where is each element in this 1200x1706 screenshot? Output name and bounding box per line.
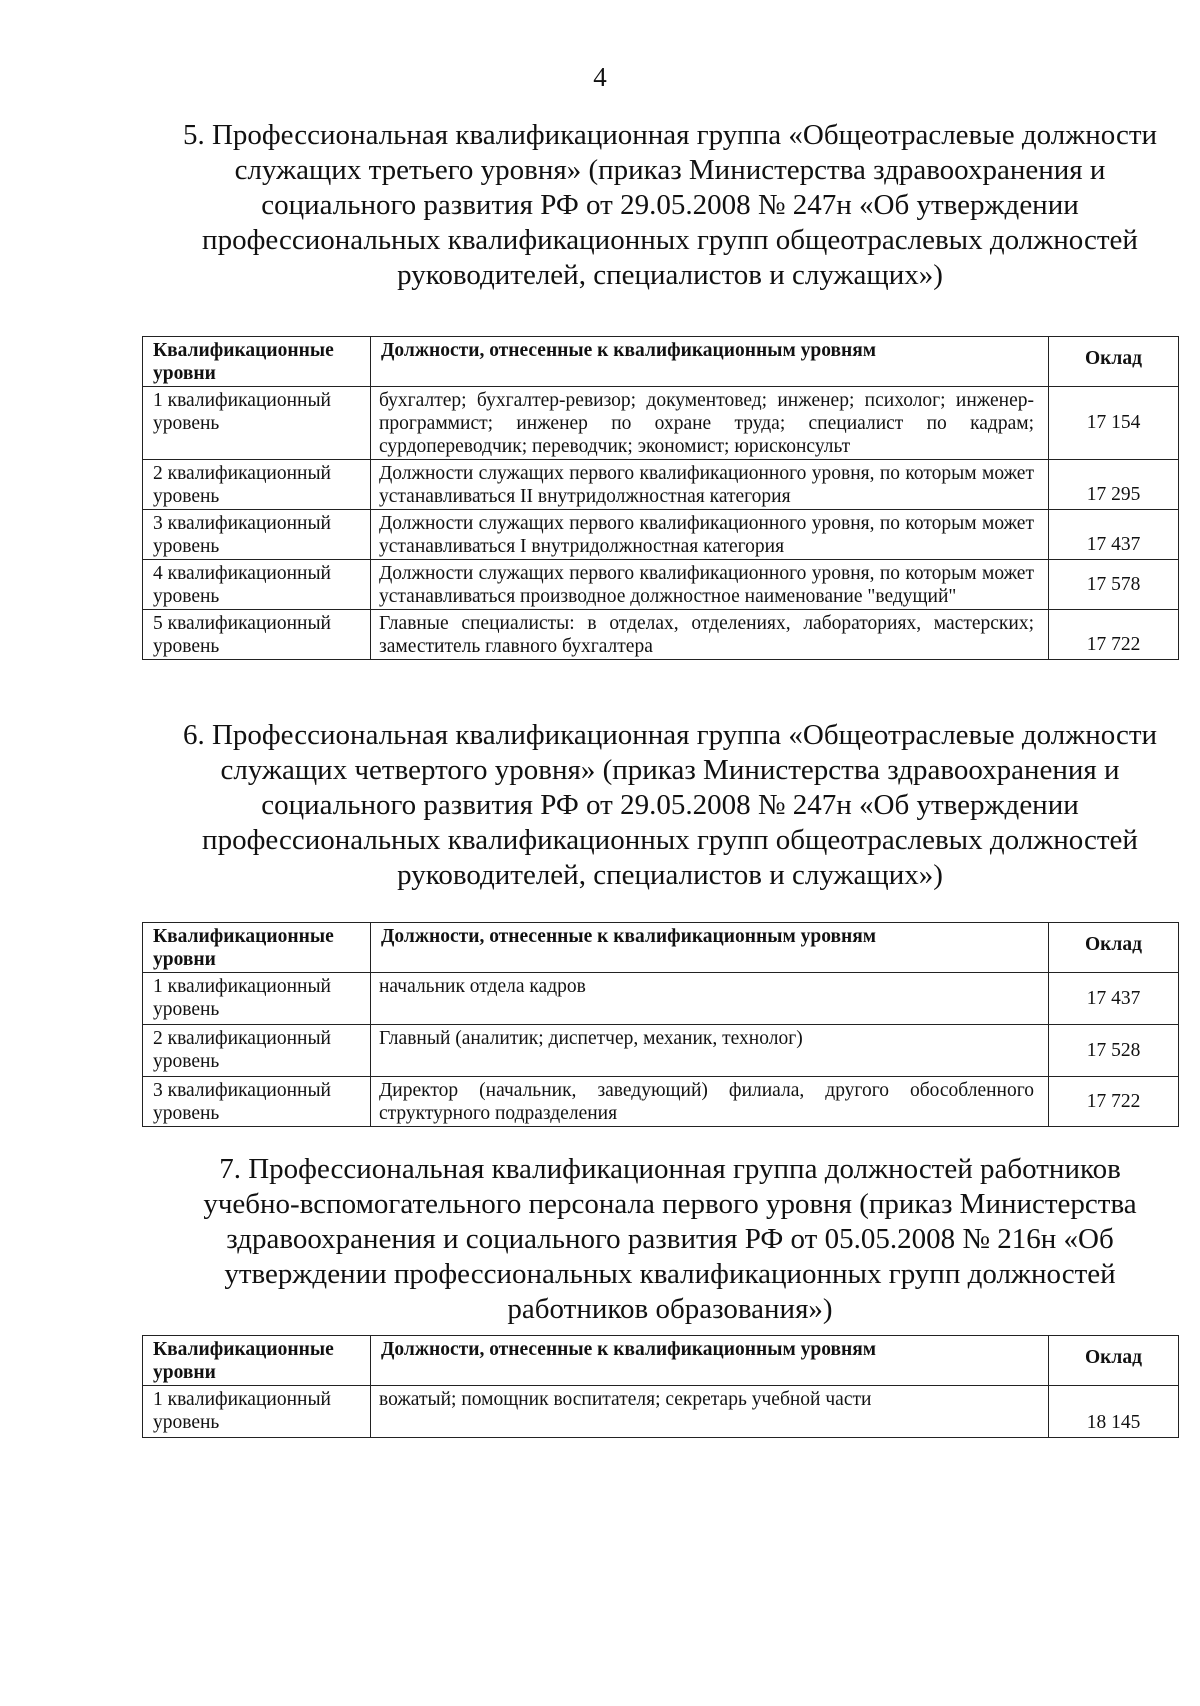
- level-cell: 2 квалификационный уровень: [143, 460, 371, 510]
- table-row: [143, 1386, 1179, 1438]
- level-cell: 3 квалификационный уровень: [143, 1077, 371, 1127]
- table-row: [143, 510, 1179, 560]
- section-7-heading: 7. Профессиональная квалификационная группа должностей работников учебно-вспомогательного персонала первого уровня (приказ Министерства здравоохранения и социального развития РФ от 05.05.2008 № 216н «Об утверждении профессиональных квалификационных групп должностей работников образования»): [203, 1153, 1137, 1325]
- positions-cell: начальник отдела кадров: [371, 973, 1049, 1025]
- header-positions: Должности, отнесенные к квалификационным уровням: [371, 923, 1049, 973]
- table-row: [143, 973, 1179, 1025]
- level-cell: 2 квалификационный уровень: [143, 1025, 371, 1077]
- level-cell: 3 квалификационный уровень: [143, 510, 371, 560]
- section-5-table: [142, 336, 1179, 660]
- salary-cell: 17 722: [1049, 1077, 1179, 1127]
- header-positions: Должности, отнесенные к квалификационным уровням: [371, 1336, 1049, 1386]
- section-6-table: [142, 922, 1179, 1127]
- positions-cell: Должности служащих первого квалификационного уровня, по которым может устанавливаться I внутридолжностная категория: [371, 510, 1049, 560]
- positions-cell: Должности служащих первого квалификационного уровня, по которым может устанавливаться II внутридолжностная категория: [371, 460, 1049, 510]
- header-salary: Оклад: [1049, 1336, 1179, 1386]
- positions-cell: Директор (начальник, заведующий) филиала, другого обособленного структурного подразделения: [371, 1077, 1049, 1127]
- salary-cell: 17 154: [1049, 387, 1179, 460]
- positions-cell: бухгалтер; бухгалтер-ревизор; документовед; инженер; психолог; инженер-программист; инженер по охране труда; специалист по кадрам; сурдопереводчик; переводчик; экономист; юрисконсульт: [371, 387, 1049, 460]
- salary-cell: 17 578: [1049, 560, 1179, 610]
- table-row: [143, 560, 1179, 610]
- header-positions: Должности, отнесенные к квалификационным уровням: [371, 337, 1049, 387]
- table-row: [143, 610, 1179, 660]
- positions-cell: Должности служащих первого квалификационного уровня, по которым может устанавливаться производное должностное наименование "ведущий": [371, 560, 1049, 610]
- salary-cell: 17 437: [1049, 510, 1179, 560]
- section-5-heading: 5. Профессиональная квалификационная группа «Общеотраслевые должности служащих третьего уровня» (приказ Министерства здравоохранения и социального развития РФ от 29.05.2008 № 247н «Об утверждении профессиональных квалификационных групп общеотраслевых должностей руководителей, специалистов и служащих»): [182, 119, 1158, 291]
- level-cell: 4 квалификационный уровень: [143, 560, 371, 610]
- salary-cell: 17 722: [1049, 610, 1179, 660]
- positions-cell: Главный (аналитик; диспетчер, механик, технолог): [371, 1025, 1049, 1077]
- salary-cell: 18 145: [1049, 1386, 1179, 1438]
- level-cell: 1 квалификационный уровень: [143, 387, 371, 460]
- header-salary: Оклад: [1049, 923, 1179, 973]
- page-number: 4: [593, 62, 607, 92]
- salary-cell: 17 437: [1049, 973, 1179, 1025]
- positions-cell: Главные специалисты: в отделах, отделениях, лабораториях, мастерских; заместитель главного бухгалтера: [371, 610, 1049, 660]
- level-cell: 5 квалификационный уровень: [143, 610, 371, 660]
- section-7-table: [142, 1335, 1179, 1438]
- level-cell: 1 квалификационный уровень: [143, 973, 371, 1025]
- salary-cell: 17 295: [1049, 460, 1179, 510]
- table-row: [143, 1077, 1179, 1127]
- table-header-row: [143, 337, 1179, 387]
- header-levels: Квалификационные уровни: [143, 337, 371, 387]
- table-header-row: [143, 1336, 1179, 1386]
- header-levels: Квалификационные уровни: [143, 923, 371, 973]
- header-salary: Оклад: [1049, 337, 1179, 387]
- table-row: [143, 1025, 1179, 1077]
- table-row: [143, 387, 1179, 460]
- table-header-row: [143, 923, 1179, 973]
- table-row: [143, 460, 1179, 510]
- salary-cell: 17 528: [1049, 1025, 1179, 1077]
- header-levels: Квалификационные уровни: [143, 1336, 371, 1386]
- positions-cell: вожатый; помощник воспитателя; секретарь учебной части: [371, 1386, 1049, 1438]
- section-6-heading: 6. Профессиональная квалификационная группа «Общеотраслевые должности служащих четвертого уровня» (приказ Министерства здравоохранения и социального развития РФ от 29.05.2008 № 247н «Об утверждении профессиональных квалификационных групп общеотраслевых должностей руководителей, специалистов и служащих»): [182, 719, 1158, 891]
- level-cell: 1 квалификационный уровень: [143, 1386, 371, 1438]
